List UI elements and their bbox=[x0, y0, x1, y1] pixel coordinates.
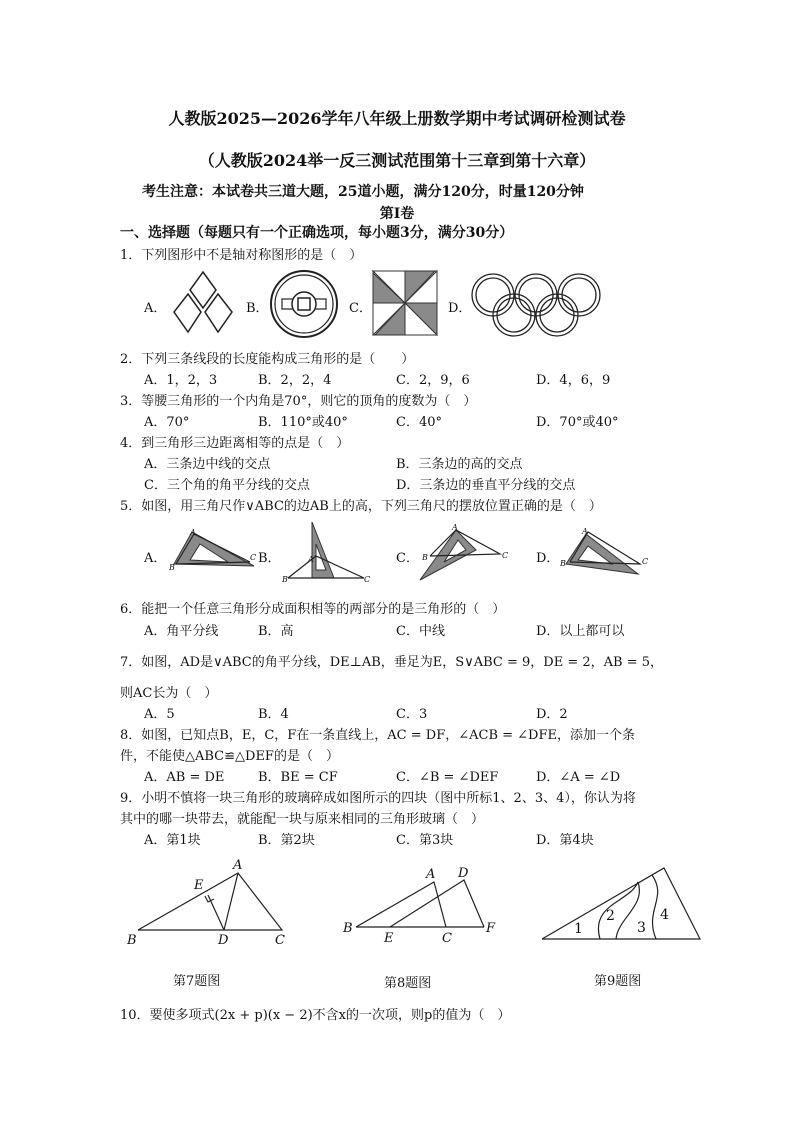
fig8-point-c: C bbox=[442, 931, 452, 946]
q9-option-b: B．第2块 bbox=[258, 833, 315, 848]
fig8-point-f: F bbox=[486, 921, 496, 936]
q5c-point-c: C bbox=[502, 551, 509, 560]
q7-stem: 7．如图，AD是∨ABC的角平分线，DE⊥AB，垂足为E，S∨ABC = 9，DE = 2，AB = 5， bbox=[120, 655, 663, 670]
fig7-caption: 第7题图 bbox=[173, 974, 221, 989]
q6-option-b: B．高 bbox=[258, 624, 294, 639]
fig9-caption: 第9题图 bbox=[594, 974, 642, 989]
figure-7 bbox=[120, 855, 300, 950]
q3-option-d: D．70°或40° bbox=[536, 415, 619, 430]
q9-stem-cont: 其中的哪一块带去，就能配一块与原来相同的三角形玻璃（ ） bbox=[120, 812, 485, 827]
volume-label: 第Ⅰ卷 bbox=[379, 206, 415, 222]
q1-figure-b bbox=[268, 268, 340, 340]
q4-option-d: D．三条边的垂直平分线的交点 bbox=[396, 478, 576, 493]
q6-option-c: C．中线 bbox=[396, 624, 445, 639]
q9-option-d: D．第4块 bbox=[536, 833, 594, 848]
q3-stem: 3．等腰三角形的一个内角是70°，则它的顶角的度数为（ ） bbox=[120, 394, 477, 409]
fig8-point-e: E bbox=[384, 931, 394, 946]
q6-option-a: A．角平分线 bbox=[144, 624, 219, 639]
q5c-point-b: B bbox=[422, 553, 428, 562]
q7-option-b: B．4 bbox=[258, 707, 289, 722]
fig7-point-b: B bbox=[127, 933, 137, 948]
q1-label-d: D． bbox=[448, 301, 472, 316]
q5c-point-a: A bbox=[452, 523, 458, 532]
q7-stem-cont: 则AC长为（ ） bbox=[120, 686, 218, 701]
q5-figure-c bbox=[416, 524, 516, 586]
q4-stem: 4．到三角形三边距离相等的点是（ ） bbox=[120, 436, 350, 451]
q8-option-b: B．BE = CF bbox=[258, 770, 338, 785]
q2-option-b: B．2，2，4 bbox=[258, 373, 332, 388]
fig8-point-b: B bbox=[343, 921, 353, 936]
exam-notice: 考生注意：本试卷共三道大题，25道小题，满分120分，时量120分钟 bbox=[142, 184, 584, 200]
q2-option-a: A．1，2，3 bbox=[144, 373, 218, 388]
q5d-point-a: A bbox=[582, 527, 588, 536]
q1-figure-d bbox=[468, 270, 604, 340]
q5d-point-c: C bbox=[642, 557, 649, 566]
q2-option-d: D．4，6，9 bbox=[536, 373, 611, 388]
q7-option-c: C．3 bbox=[396, 707, 428, 722]
q3-option-a: A．70° bbox=[144, 415, 190, 430]
q5b-point-c: C bbox=[364, 575, 371, 584]
q10-stem: 10．要使多项式(2x + p)(x − 2)不含x的一次项，则p的值为（ ） bbox=[120, 1008, 511, 1023]
q8-option-c: C．∠B = ∠DEF bbox=[396, 770, 499, 785]
q5b-point-a: A bbox=[308, 555, 314, 564]
q1-figure-c bbox=[370, 268, 440, 338]
fig8-caption: 第8题图 bbox=[384, 976, 432, 991]
exam-title: 人教版2025—2026学年八年级上册数学期中考试调研检测试卷 bbox=[168, 109, 626, 128]
section-heading: 一、选择题（每题只有一个正确选项，每小题3分，满分30分） bbox=[120, 225, 514, 241]
fig7-point-d: D bbox=[218, 933, 229, 948]
q6-stem: 6．能把一个任意三角形分成面积相等的两部分的是三角形的（ ） bbox=[120, 602, 506, 617]
q8-option-a: A．AB = DE bbox=[144, 770, 225, 785]
q1-label-b: B． bbox=[246, 301, 269, 316]
q1-label-c: C． bbox=[349, 301, 372, 316]
fig9-piece-2: 2 bbox=[606, 908, 615, 924]
q4-option-b: B．三条边的高的交点 bbox=[396, 457, 523, 472]
q5b-point-b: B bbox=[282, 575, 288, 584]
q9-stem: 9．小明不慎将一块三角形的玻璃碎成如图所示的四块（图中所标1、2、3、4），你认为将 bbox=[120, 791, 636, 806]
q4-option-a: A．三条边中线的交点 bbox=[144, 457, 271, 472]
q1-label-a: A． bbox=[144, 301, 167, 316]
q6-option-d: D．以上都可以 bbox=[536, 624, 625, 639]
q5-stem: 5．如图，用三角尺作∨ABC的边AB上的高，下列三角尺的摆放位置正确的是（ ） bbox=[120, 499, 602, 514]
q8-option-d: D．∠A = ∠D bbox=[536, 770, 621, 785]
fig9-piece-1: 1 bbox=[574, 921, 583, 937]
q1-figure-a bbox=[168, 268, 238, 338]
fig7-point-a: A bbox=[233, 858, 243, 873]
q3-option-c: C．40° bbox=[396, 415, 442, 430]
q7-option-d: D．2 bbox=[536, 707, 568, 722]
q1-stem: 1．下列图形中不是轴对称图形的是（ ） bbox=[120, 248, 363, 263]
q5-label-d: D． bbox=[536, 551, 560, 566]
q5a-point-c: C bbox=[250, 553, 257, 562]
q5-figure-d bbox=[556, 526, 656, 582]
figure-8 bbox=[338, 862, 508, 947]
exam-subtitle: （人教版2024举一反三测试范围第十三章到第十六章） bbox=[198, 151, 596, 170]
q2-option-c: C．2，9，6 bbox=[396, 373, 470, 388]
fig7-point-c: C bbox=[275, 933, 285, 948]
q5a-point-b: B bbox=[169, 563, 175, 572]
q4-option-c: C．三个角的角平分线的交点 bbox=[144, 478, 310, 493]
fig8-point-a: A bbox=[426, 867, 436, 882]
q5-figure-b bbox=[280, 518, 376, 586]
q7-option-a: A．5 bbox=[144, 707, 175, 722]
fig9-piece-3: 3 bbox=[637, 920, 646, 936]
q5-label-a: A． bbox=[144, 551, 167, 566]
q5-label-b: B． bbox=[258, 551, 281, 566]
q8-stem: 8．如图，已知点B，E，C，F在一条直线上，AC = DF，∠ACB = ∠DFE，添加一个条 bbox=[120, 728, 635, 743]
figure-9 bbox=[538, 862, 704, 944]
fig9-piece-4: 4 bbox=[660, 907, 669, 923]
q3-option-b: B．110°或40° bbox=[258, 415, 348, 430]
q9-option-c: C．第3块 bbox=[396, 833, 454, 848]
q8-stem-cont: 件，不能使△ABC≌△DEF的是（ ） bbox=[120, 749, 339, 764]
q2-stem: 2．下列三条线段的长度能构成三角形的是（ ） bbox=[120, 352, 415, 367]
q5-label-c: C． bbox=[396, 551, 419, 566]
fig7-point-e: E bbox=[194, 878, 204, 893]
q5-figure-a bbox=[166, 526, 262, 586]
q5d-point-b: B bbox=[560, 559, 566, 568]
q9-option-a: A．第1块 bbox=[144, 833, 201, 848]
fig8-point-d: D bbox=[458, 866, 469, 881]
q5a-point-a: A bbox=[190, 528, 196, 537]
